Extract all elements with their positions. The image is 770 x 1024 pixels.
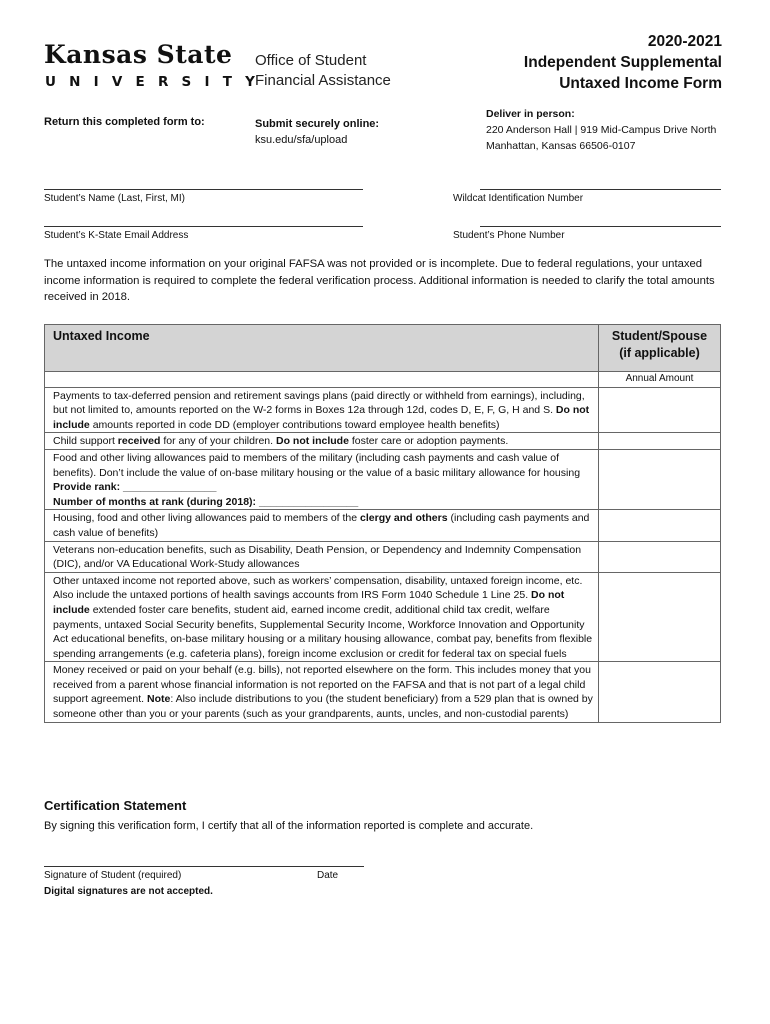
- student-spouse-label: Student/Spouse: [611, 329, 708, 343]
- if-applicable-label: (if applicable): [619, 346, 700, 360]
- untaxed-income-table: [44, 324, 721, 723]
- provide-rank-field[interactable]: Provide rank: ________________: [53, 481, 217, 494]
- row-child-support-text: Child support received for any of your children. Do not include foster care or adoption payments.: [45, 433, 599, 450]
- wildcat-id-field[interactable]: [480, 189, 721, 190]
- deliver-address-2: Manhattan, Kansas 66506-0107: [486, 140, 636, 152]
- email-label: Student’s K-State Email Address: [44, 230, 189, 241]
- office-name: [255, 51, 391, 91]
- date-label: Date: [317, 870, 339, 881]
- row-veterans-text: Veterans non-education benefits, such as Disability, Death Pension, or Dependency and Indemnity Compensation (DIC), and/or VA Educational Work-Study allowances: [45, 541, 599, 572]
- amount-input-other[interactable]: [599, 572, 721, 662]
- form-title: [524, 31, 722, 94]
- amount-input-money-received[interactable]: [599, 662, 721, 722]
- email-field[interactable]: [44, 226, 363, 227]
- office-line-1: Office of Student: [255, 52, 367, 69]
- table-row: [45, 387, 721, 433]
- university-logo-wordmark: Kansas State: [44, 40, 233, 69]
- student-name-field[interactable]: [44, 189, 363, 190]
- table-header-row: [45, 325, 721, 372]
- form-title-line-2: Untaxed Income Form: [559, 75, 722, 92]
- phone-field[interactable]: [480, 226, 721, 227]
- untaxed-income-heading: Untaxed Income: [45, 325, 599, 372]
- office-line-2: Financial Assistance: [255, 72, 391, 89]
- deliver-heading: Deliver in person:: [486, 108, 575, 120]
- table-subheader-row: [45, 372, 721, 388]
- row-money-received-text: Money received or paid on your behalf (e.g. bills), not reported elsewhere on the form. This includes money that you received from a parent whose financial information is not reported on the FAFSA and that is not part of a legal child support agreement. Note: Also include distributions to you (the student beneficiary) from a 529 plan that is owned by someone other than you or your parents (such as your grandparents, aunts, uncles, and non-custodial parents): [45, 662, 599, 722]
- wildcat-id-label: Wildcat Identification Number: [453, 193, 584, 204]
- table-row: [45, 662, 721, 722]
- submit-heading: Submit securely online:: [255, 118, 380, 130]
- table-row: [45, 541, 721, 572]
- amount-input-military[interactable]: [599, 449, 721, 509]
- signature-label: Signature of Student (required): [44, 870, 182, 881]
- submit-online: [255, 116, 379, 148]
- table-spacer: [45, 372, 599, 388]
- amount-input-veterans[interactable]: [599, 541, 721, 572]
- deliver-in-person: [486, 106, 716, 154]
- student-spouse-heading: [599, 325, 721, 372]
- annual-amount-label: Annual Amount: [599, 372, 721, 388]
- certification-text: By signing this verification form, I certify that all of the information reported is complete and accurate.: [44, 820, 534, 832]
- row-military-text: Food and other living allowances paid to members of the military (including cash payments and cash value of benefits). Don’t include the value of on-base military housing or the value of a basic military allowance for housing Provide rank: ________________ Number of months at rank (during 2018): _________________: [45, 449, 599, 509]
- amount-input-clergy[interactable]: [599, 510, 721, 541]
- submit-url-link[interactable]: ksu.edu/sfa/upload: [255, 134, 348, 146]
- row-retirement-text: Payments to tax-deferred pension and retirement savings plans (paid directly or withheld from earnings), including, but not limited to, amounts reported on the W-2 forms in Boxes 12a through 12d, codes D, E, F, G, H and S. Do not include amounts reported in code DD (employer contributions toward employee health benefits): [45, 387, 599, 433]
- form-year: 2020-2021: [647, 33, 722, 50]
- phone-label: Student’s Phone Number: [453, 230, 565, 241]
- row-other-untaxed-text: Other untaxed income not reported above, such as workers’ compensation, disability, untaxed foreign income, etc. Also include the untaxed portions of health savings accounts from IRS Form 1040 Schedule 1 Line 25. Do not include extended foster care benefits, student aid, earned income credit, additional child tax credit, welfare payments, untaxed Social Security benefits, Supplemental Security Income, Workforce Innovation and Opportunity Act educational benefits, on-base military housing or a military housing allowance, combat pay, benefits from flexible spending arrangements (e.g. cafeteria plans), foreign income exclusion or credit for federal tax on special fuels: [45, 572, 599, 662]
- digital-signature-note: Digital signatures are not accepted.: [44, 886, 213, 897]
- university-logo-subtitle: UNIVERSITY: [45, 74, 269, 90]
- row-clergy-text: Housing, food and other living allowances paid to members of the clergy and others (including cash payments and cash value of benefits): [45, 510, 599, 541]
- deliver-address-1: 220 Anderson Hall | 919 Mid-Campus Drive North: [486, 124, 717, 136]
- table-row: [45, 572, 721, 662]
- signature-field[interactable]: [44, 866, 364, 867]
- intro-paragraph: The untaxed income information on your original FAFSA was not provided or is incomplete. Due to federal regulations, your untaxed income information is required to complete the federal verification process. Additional information is needed to clarify the total amounts received in 2018.: [44, 258, 715, 303]
- table-row: [45, 510, 721, 541]
- months-at-rank-field[interactable]: Number of months at rank (during 2018): _________________: [53, 495, 359, 508]
- student-name-label: Student’s Name (Last, First, MI): [44, 193, 185, 204]
- amount-input-retirement[interactable]: [599, 387, 721, 433]
- certification-heading: Certification Statement: [44, 798, 187, 813]
- form-title-line-1: Independent Supplemental: [523, 54, 722, 71]
- amount-input-child-support[interactable]: [599, 433, 721, 450]
- table-row: [45, 449, 721, 509]
- table-row: [45, 433, 721, 450]
- return-label: Return this completed form to:: [44, 116, 205, 128]
